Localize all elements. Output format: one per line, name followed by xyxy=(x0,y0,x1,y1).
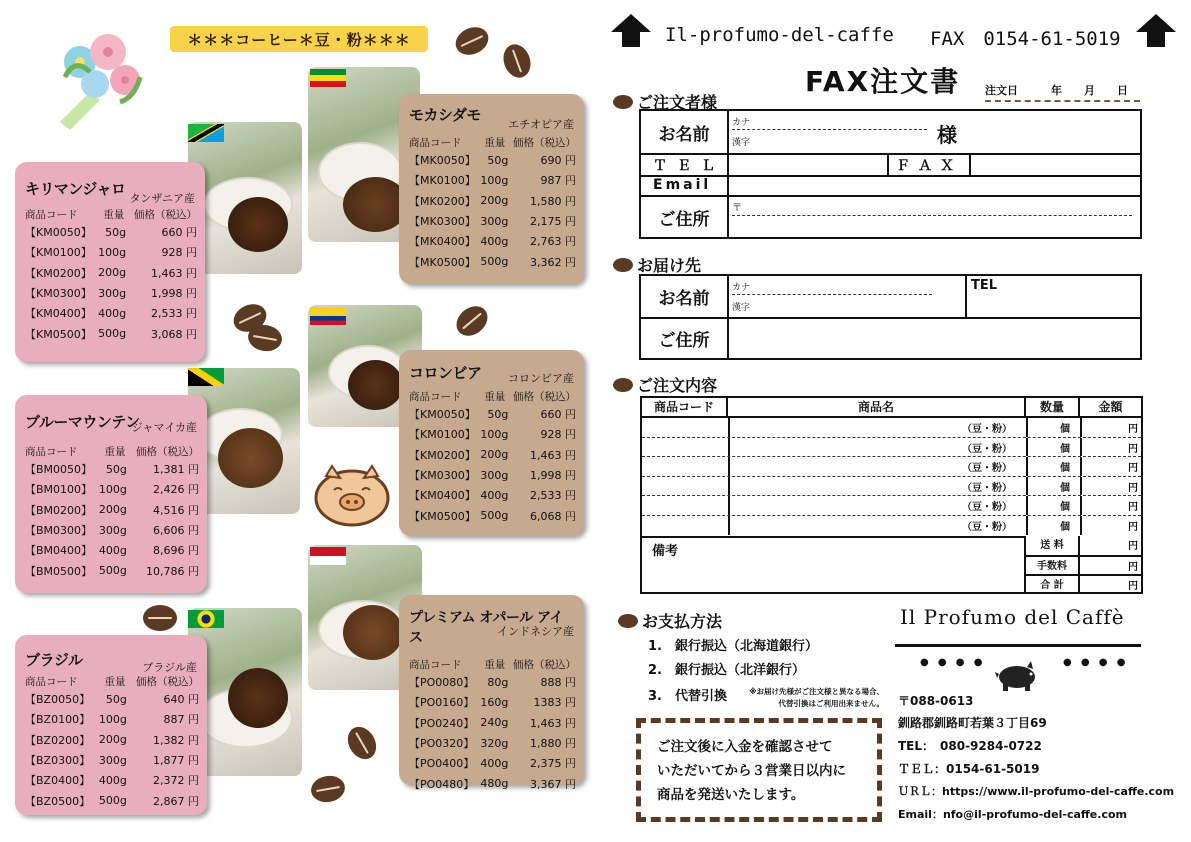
shop-name: Il-profumo-del-caffe xyxy=(665,24,894,46)
order-row[interactable]: （豆・粉） 個 円 xyxy=(642,496,1141,516)
price-row: 【BZ0100】 100g 887 円 xyxy=(25,712,199,727)
logo-divider xyxy=(895,644,1141,647)
fee-row: 合 計 円 xyxy=(1026,574,1141,592)
price-row: 【BZ0400】 400g 2,372 円 xyxy=(25,773,199,788)
price-row: 【KM0200】 200g 1,463 円 xyxy=(25,266,197,280)
order-table xyxy=(640,396,1143,594)
price-row: 【KM0200】 200g 1,463 円 xyxy=(409,448,576,462)
pig-mascot-icon xyxy=(312,464,392,528)
order-date: 注文日 年 月 日 xyxy=(985,82,1140,102)
price-row: 【KM0500】 500g 6,068 円 xyxy=(409,509,576,523)
bean-bullet-icon xyxy=(618,614,638,628)
tel-field[interactable] xyxy=(729,155,889,177)
price-row: 【KM0050】 50g 660 円 xyxy=(409,407,576,422)
price-row: 【KM0400】 400g 2,533 円 xyxy=(25,306,197,321)
delivery-tel-field[interactable]: TEL xyxy=(967,276,1140,319)
price-header: 商品コード 重量 価格（税込） xyxy=(409,391,576,403)
order-row[interactable]: （豆・粉） 個 円 xyxy=(642,477,1141,497)
product-photo xyxy=(188,122,302,274)
up-arrow-icon xyxy=(1136,14,1176,32)
price-row: 【BM0200】 200g 4,516 円 xyxy=(25,503,199,517)
col-product-code: 商品コード xyxy=(642,398,728,418)
shop-zip: 〒088-0613 xyxy=(898,694,974,708)
section-payment: お支払方法 xyxy=(618,609,722,632)
product-name: モカシダモ xyxy=(409,106,481,124)
up-arrow-icon xyxy=(622,31,640,47)
shop-tel: TEL： 080-9284-0722 xyxy=(898,739,1042,753)
up-arrow-icon xyxy=(1147,31,1165,47)
col-quantity: 数量 xyxy=(1026,398,1080,418)
delivery-name-field[interactable]: カナ 漢字 xyxy=(729,276,967,319)
section-delivery: お届け先 xyxy=(613,253,701,276)
coffee-bean-icon xyxy=(451,300,494,342)
price-row: 【BM0500】 500g 10,786 円 xyxy=(25,564,199,578)
product-name: ブラジル xyxy=(25,651,83,669)
decor-dots: ● ● ● ● xyxy=(920,657,986,668)
delivery-address-label: ご住所 xyxy=(641,319,729,358)
price-row: 【PO0400】 400g 2,375 円 xyxy=(409,756,576,771)
delivery-address-field[interactable] xyxy=(729,319,1140,358)
shop-email: Email：nfo@il-profumo-del-caffe.com xyxy=(898,808,1127,821)
delivery-name-label: お名前 xyxy=(641,276,729,319)
price-row: 【BM0050】 50g 1,381 円 xyxy=(25,462,199,477)
price-row: 【BM0300】 300g 6,606 円 xyxy=(25,523,199,538)
price-row: 【BZ0300】 300g 1,877 円 xyxy=(25,753,199,768)
tel-label: ＴＥＬ xyxy=(641,155,729,177)
price-row: 【MK0400】 400g 2,763 円 xyxy=(409,234,576,249)
product-name: プレミアム オパール アイス xyxy=(409,610,563,646)
notice-box: ご注文後に入金を確認させて いただいてから３営業日以内に 商品を発送いたします。 xyxy=(636,718,882,822)
decor-dots: ● ● ● ● xyxy=(1063,657,1129,668)
address-label: ご住所 xyxy=(641,197,729,237)
product-card-premium-opal-ice xyxy=(399,595,584,791)
price-row: 【PO0320】 320g 1,880 円 xyxy=(409,736,576,751)
price-row: 【KM0100】 100g 928 円 xyxy=(25,245,197,260)
colombia-flag-icon xyxy=(310,307,346,325)
product-card-blue-mountain xyxy=(15,395,207,593)
fax-label: ＦＡＸ xyxy=(889,155,971,177)
price-row: 【KM0500】 500g 3,068 円 xyxy=(25,327,197,341)
delivery-form xyxy=(639,274,1142,360)
price-header: 商品コード 重量 価格（税込） xyxy=(25,209,198,221)
price-row: 【MK0300】 300g 2,175 円 xyxy=(409,214,576,229)
product-origin: エチオピア産 xyxy=(508,118,574,131)
bean-bullet-icon xyxy=(613,378,633,392)
fax-number: FAX 0154-61-5019 xyxy=(930,28,1121,50)
bean-bullet-icon xyxy=(613,95,633,109)
address-field[interactable]: 〒 xyxy=(729,197,1140,237)
coffee-bean-icon xyxy=(499,41,535,82)
coffee-bean-icon xyxy=(309,773,347,805)
price-row: 【MK0100】 100g 987 円 xyxy=(409,173,576,188)
product-name: コロンビア xyxy=(409,364,482,382)
price-row: 【PO0160】 160g 1383 円 xyxy=(409,695,576,710)
price-row: 【KM0300】 300g 1,998 円 xyxy=(25,286,197,301)
remarks-field[interactable]: 備考 xyxy=(642,536,1026,592)
col-amount: 金額 xyxy=(1080,398,1141,418)
col-product-name: 商品名 xyxy=(728,398,1026,418)
price-header: 商品コード 重量 価格（税込） xyxy=(409,137,576,149)
price-row: 【PO0480】 480g 3,367 円 xyxy=(409,777,576,791)
indonesia-flag-icon xyxy=(310,547,346,565)
price-row: 【BZ0200】 200g 1,382 円 xyxy=(25,733,199,747)
payment-method-2: 2. 銀行振込（北洋銀行） xyxy=(648,663,805,678)
price-header: 商品コード 重量 価格（税込） xyxy=(409,659,576,671)
page-title: FAX注文書 xyxy=(805,65,961,98)
shop-logo: Il Profumo del Caffè xyxy=(900,605,1125,629)
brazil-flag-icon xyxy=(188,610,224,628)
shop-telfax: ＴＥＬ：0154-61-5019 xyxy=(898,762,1040,776)
section-orderer: ご注文者様 xyxy=(613,90,717,113)
bean-bullet-icon xyxy=(613,258,633,272)
price-row: 【BM0100】 100g 2,426 円 xyxy=(25,482,199,497)
orderer-name-label: お名前 xyxy=(641,111,729,155)
product-origin: インドネシア産 xyxy=(497,625,574,638)
payment-note: ※お届け先様がご注文様と異なる場合、 代替引換はご利用出来ません。 xyxy=(749,687,884,708)
coffee-bean-icon xyxy=(143,605,177,631)
product-card-mocha-sidamo xyxy=(399,94,584,284)
coffee-bean-icon xyxy=(451,22,493,60)
up-arrow-icon xyxy=(611,14,651,32)
orderer-form xyxy=(639,109,1142,239)
ethiopia-flag-icon xyxy=(310,69,346,87)
product-origin: ジャマイカ産 xyxy=(131,421,197,434)
email-field[interactable] xyxy=(729,177,1140,197)
fee-row: 送 料 円 xyxy=(1026,536,1141,555)
order-row[interactable]: （豆・粉） 個 円 xyxy=(642,438,1141,458)
tanzania-flag-icon xyxy=(188,124,224,142)
price-row: 【MK0050】 50g 690 円 xyxy=(409,153,576,168)
price-row: 【BZ0050】 50g 640 円 xyxy=(25,692,199,707)
flower-bouquet-icon xyxy=(50,22,150,132)
product-name: ブルーマウンテン xyxy=(25,413,140,431)
section-order-content: ご注文内容 xyxy=(613,373,717,396)
fax-field[interactable] xyxy=(971,155,1140,177)
product-card-kilimanjaro xyxy=(15,162,205,362)
product-card-brazil xyxy=(15,635,207,815)
product-origin: ブラジル産 xyxy=(142,661,197,674)
email-label: Email xyxy=(641,177,729,197)
price-row: 【PO0080】 80g 888 円 xyxy=(409,675,576,690)
product-origin: タンザニア産 xyxy=(129,192,195,205)
price-row: 【BZ0500】 500g 2,867 円 xyxy=(25,794,199,808)
order-row[interactable]: （豆・粉） 個 円 xyxy=(642,516,1141,536)
price-row: 【MK0500】 500g 3,362 円 xyxy=(409,255,576,269)
price-row: 【MK0200】 200g 1,580 円 xyxy=(409,194,576,208)
order-row[interactable]: （豆・粉） 個 円 xyxy=(642,457,1141,477)
product-name: キリマンジャロ xyxy=(25,180,126,198)
price-row: 【PO0240】 240g 1,463 円 xyxy=(409,716,576,730)
product-origin: コロンビア産 xyxy=(508,372,574,385)
price-row: 【KM0100】 100g 928 円 xyxy=(409,427,576,442)
jamaica-flag-icon xyxy=(188,368,224,386)
shop-url: ＵＲＬ：https://www.il-profumo-del-caffe.com xyxy=(898,785,1175,798)
price-header: 商品コード 重量 価格（税込） xyxy=(25,446,199,458)
payment-method-1: 1. 銀行振込（北海道銀行） xyxy=(648,639,818,654)
order-row[interactable]: （豆・粉） 個 円 xyxy=(642,418,1141,438)
price-row: 【KM0050】 50g 660 円 xyxy=(25,225,197,240)
shop-address: 釧路郡釧路町若葉３丁目69 xyxy=(898,716,1047,730)
payment-method-3: 3. 代替引換 xyxy=(648,689,727,704)
product-card-colombia xyxy=(399,350,584,536)
fee-row: 手数料 円 xyxy=(1026,555,1141,574)
pig-icon xyxy=(993,660,1041,692)
orderer-name-field[interactable]: カナ 漢字 様 xyxy=(729,111,1140,155)
price-row: 【BM0400】 400g 8,696 円 xyxy=(25,543,199,558)
price-header: 商品コード 重量 価格（税込） xyxy=(25,676,199,688)
banner: ＊＊＊コーヒー＊豆・粉＊＊＊ xyxy=(170,26,428,52)
coffee-bean-icon xyxy=(342,722,382,764)
price-row: 【KM0400】 400g 2,533 円 xyxy=(409,488,576,503)
price-row: 【KM0300】 300g 1,998 円 xyxy=(409,468,576,483)
